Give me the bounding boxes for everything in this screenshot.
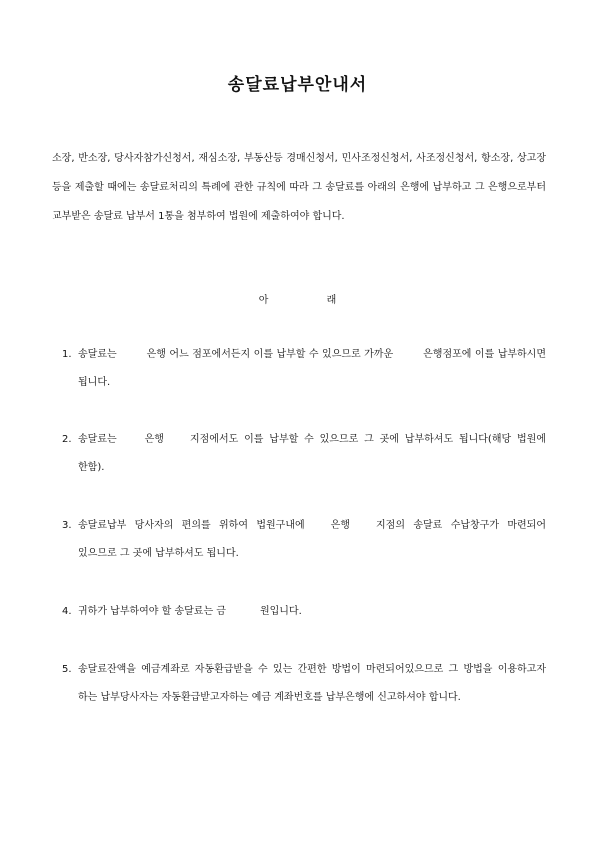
list-item-4 (62, 598, 546, 626)
list-item-3 (62, 512, 546, 568)
item-text-2: 은행 (330, 520, 350, 531)
item-text-1: 귀하가 납부하여야 할 송달료는 금 (78, 606, 226, 617)
document-title: 송달료납부안내서 (227, 75, 368, 95)
item-number: 2. (62, 434, 72, 445)
item-text-1: 송달료는 (78, 349, 117, 360)
item-text-3: 지점에서도 이를 납부할 수 있으므로 그 곳에 납부하셔도 됩니다(해당 법원에 한함). (78, 434, 546, 473)
item-text-3: 은행점포에 이를 납부하시면 됩니다. (78, 349, 547, 388)
item-text-1: 송달료는 (78, 434, 117, 445)
list-item-1 (62, 341, 546, 397)
intro-paragraph: 소장, 반소장, 당사자참가신청서, 재심소장, 부동산등 경매신청서, 민사조정신청서, 사조정신청서, 항소장, 상고장 등을 제출할 때에는 송달료처리의 특례에 관한 규칙에 따라 그 송달료를 아래의 은행에 납부하고 그 은행으로부터 교부받은 송달료 납부서 1통을 첨부하여 법원에 제출하여야 합니다. (52, 153, 546, 222)
list-item-5 (62, 656, 546, 712)
item-text-2: 은행 (144, 434, 164, 445)
item-text-2: 은행 어느 점포에서든지 이를 납부할 수 있으므로 가까운 (146, 349, 394, 360)
item-text-1: 송달료잔액을 예금계좌로 자동환급받을 수 있는 간편한 방법이 마련되어있으므로 그 방법을 이용하고자 하는 납부당사자는 자동환급받고자하는 예금 계좌번호를 납부은행에 신고하셔야 합니다. (78, 664, 546, 703)
item-number: 1. (62, 349, 72, 360)
item-number: 3. (62, 520, 72, 531)
item-number: 4. (62, 606, 72, 617)
item-text-1: 송달료납부 당사자의 편의를 위하여 법원구내에 (78, 520, 305, 531)
item-text-3: 지점의 송달료 수납창구가 마련되어 있으므로 그 곳에 납부하셔도 됩니다. (78, 520, 546, 559)
item-text-2: 원입니다. (259, 606, 302, 617)
item-number: 5. (62, 664, 72, 675)
list-item-2 (62, 426, 546, 482)
section-heading: 아 래 (258, 295, 337, 306)
